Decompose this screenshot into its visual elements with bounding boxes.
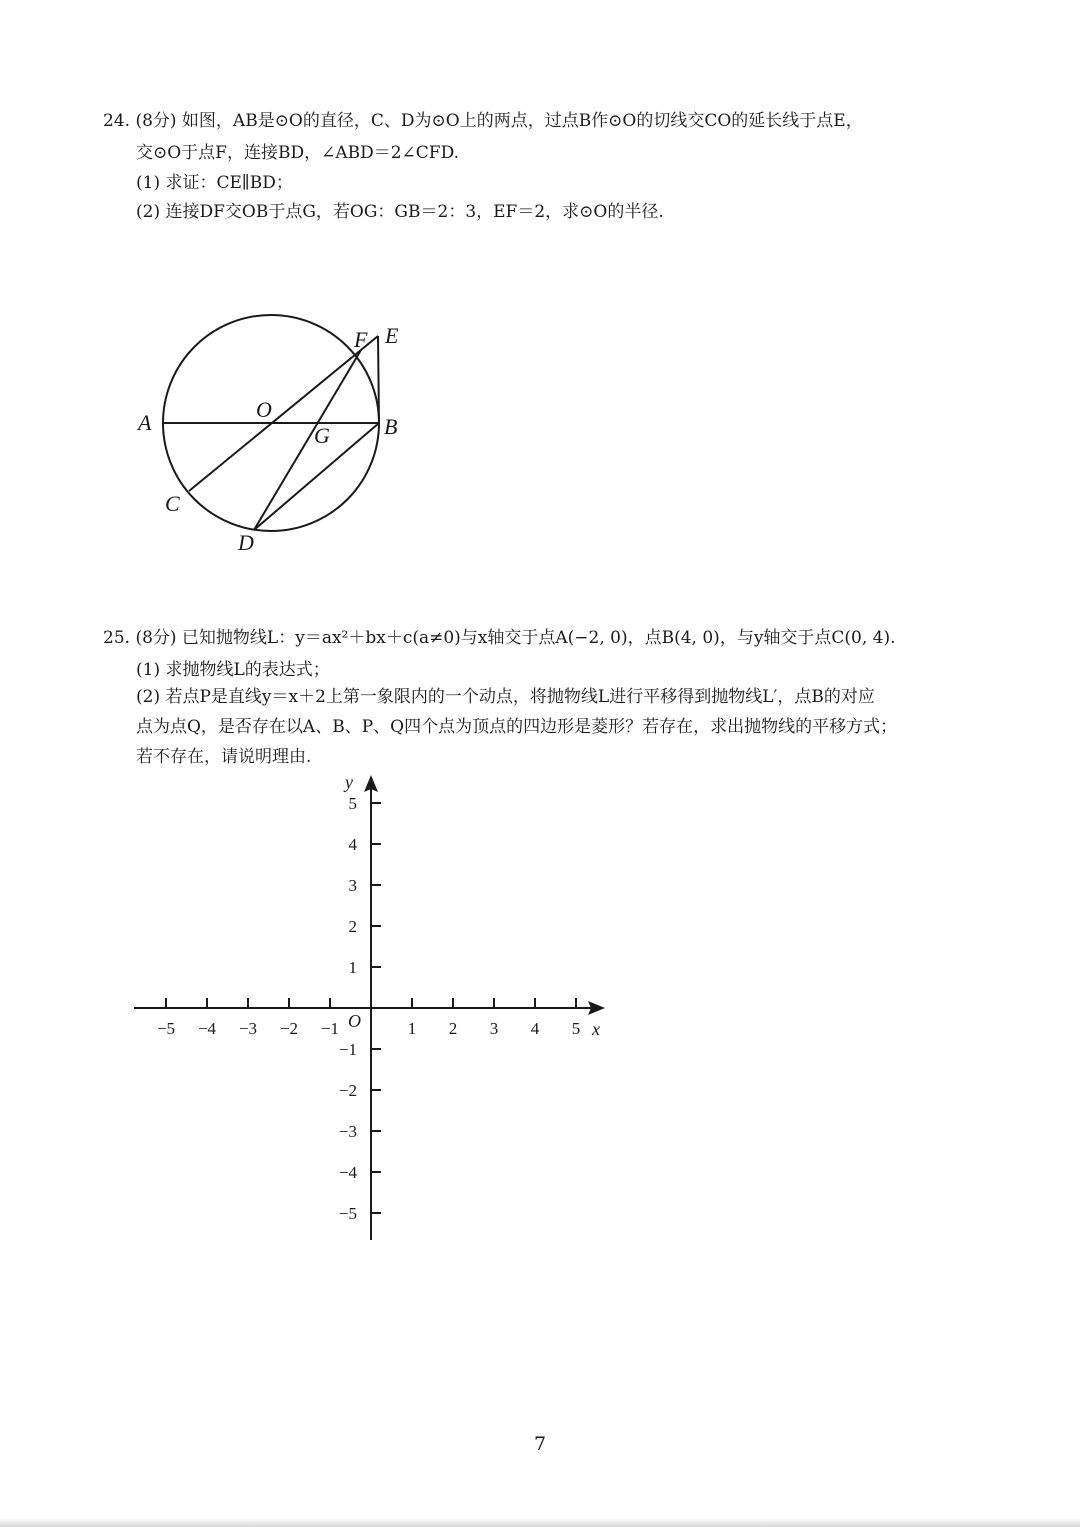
q25-part1: (1) 求抛物线L的表达式；: [136, 660, 330, 680]
x-tick-label: −4: [197, 1019, 217, 1038]
y-tick-label: −5: [338, 1204, 357, 1223]
y-tick-label: 4: [348, 835, 357, 854]
label-c: C: [165, 491, 180, 516]
page-number: 7: [534, 1433, 547, 1455]
y-tick-label: 5: [348, 794, 357, 813]
q24-part1: (1) 求证：CE∥BD；: [136, 173, 293, 193]
label-b: B: [384, 414, 398, 439]
x-tick-label: −2: [279, 1019, 299, 1038]
scan-edge-shadow: [0, 1518, 1080, 1527]
q24-part2: (2) 连接DF交OB于点G，若OG：GB＝2：3，EF＝2，求⊙O的半径.: [136, 202, 664, 222]
x-tick-label: 4: [530, 1019, 540, 1038]
origin-label: O: [348, 1011, 361, 1031]
label-d: D: [238, 530, 254, 555]
label-g: G: [314, 423, 330, 448]
q25-part2-line2: 点为点Q，是否存在以A、B、P、Q四个点为顶点的四边形是菱形？若存在，求出抛物线的平移方式；: [136, 717, 898, 737]
y-tick-label: −4: [338, 1163, 357, 1182]
y-axis-label: y: [345, 772, 353, 792]
x-tick-label: 5: [571, 1019, 581, 1038]
q25-line1: 25. (8分) 已知抛物线L：y＝ax²＋bx＋c(a≠0)与x轴交于点A(−2, 0)，点B(4, 0)，与y轴交于点C(0, 4).: [103, 628, 896, 648]
y-tick-label: 3: [348, 876, 357, 895]
x-tick-label: 2: [448, 1019, 458, 1038]
q24-line2: 交⊙O于点F，连接BD，∠ABD＝2∠CFD.: [136, 143, 460, 163]
y-tick-label: 1: [348, 958, 357, 977]
label-o: O: [256, 397, 272, 422]
x-tick-label: −5: [156, 1019, 176, 1038]
x-tick-label: −3: [238, 1019, 258, 1038]
x-axis-label: x: [592, 1019, 600, 1039]
y-tick-label: 2: [348, 917, 357, 936]
q24-line1: 24. (8分) 如图，AB是⊙O的直径，C、D为⊙O上的两点，过点B作⊙O的切线交CO的延长线于点E，: [103, 111, 863, 131]
label-a: A: [138, 410, 152, 435]
label-f: F: [354, 327, 368, 352]
y-tick-label: −1: [338, 1040, 357, 1059]
label-e: E: [385, 323, 399, 348]
y-tick-label: −3: [338, 1122, 357, 1141]
q25-part2-line3: 若不存在，请说明理由.: [136, 747, 312, 767]
x-tick-label: −1: [320, 1019, 340, 1038]
x-tick-label: 3: [489, 1019, 499, 1038]
y-tick-label: −2: [338, 1081, 357, 1100]
x-tick-label: 1: [407, 1019, 417, 1038]
q25-part2-line1: (2) 若点P是直线y＝x＋2上第一象限内的一个动点，将抛物线L进行平移得到抛物线L′，点B的对应: [136, 687, 875, 707]
